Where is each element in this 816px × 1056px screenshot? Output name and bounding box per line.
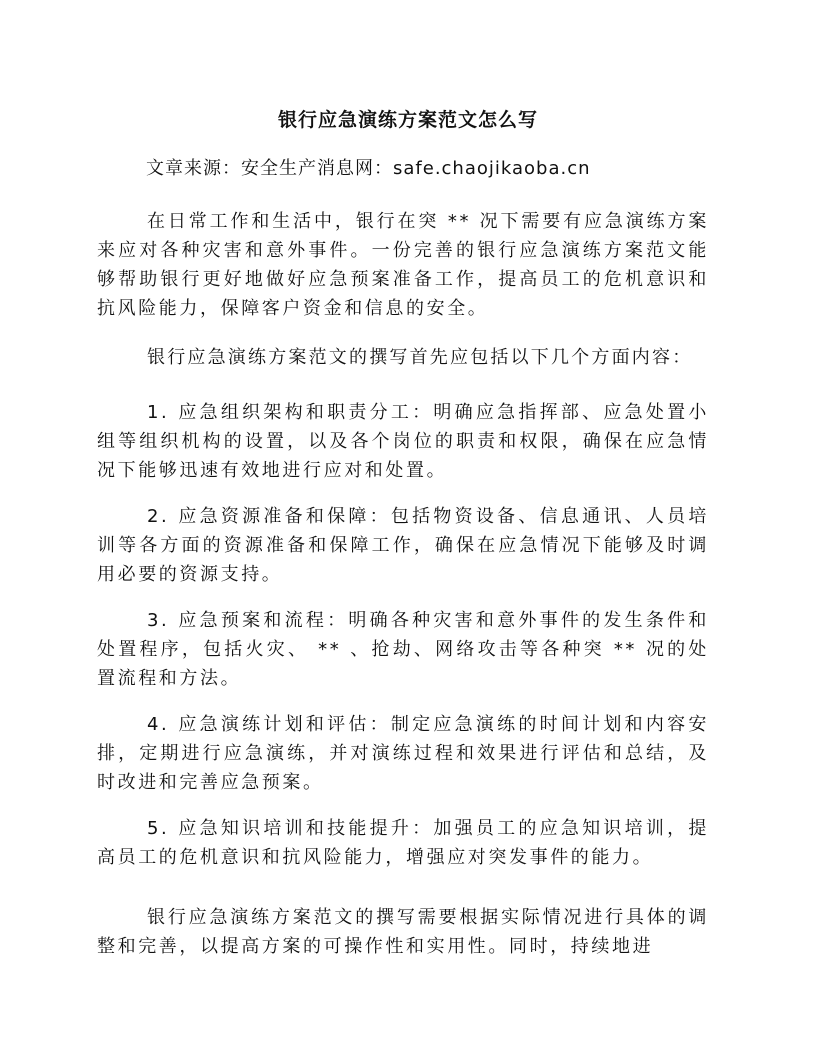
list-item-3: 3. 应急预案和流程：明确各种灾害和意外事件的发生条件和处置程序，包括火灾、 ** 、抢劫、网络攻击等各种突 ** 况的处置流程和方法。	[97, 610, 709, 689]
list-item-2: 2. 应急资源准备和保障：包括物资设备、信息通讯、人员培训等各方面的资源准备和保障工作，确保在应急情况下能够及时调用必要的资源支持。	[97, 506, 709, 585]
intro-paragraph: 在日常工作和生活中，银行在突 ** 况下需要有应急演练方案来应对各种灾害和意外事件。一份完善的银行应急演练方案范文能够帮助银行更好地做好应急预案准备工作，提高员工的危机意识和抗风险能力，保障客户资金和信息的安全。	[97, 211, 709, 319]
list-item-4: 4. 应急演练计划和评估：制定应急演练的时间计划和内容安排，定期进行应急演练，并对演练过程和效果进行评估和总结，及时改进和完善应急预案。	[97, 714, 709, 793]
content-lead-paragraph: 银行应急演练方案范文的撰写首先应包括以下几个方面内容：	[147, 347, 693, 368]
source-line: 文章来源：安全生产消息网：safe.chaojikaoba.cn	[146, 158, 591, 179]
closing-paragraph: 银行应急演练方案范文的撰写需要根据实际情况进行具体的调整和完善，以提高方案的可操作性和实用性。同时，持续地进	[97, 907, 709, 957]
list-item-1: 1. 应急组织架构和职责分工：明确应急指挥部、应急处置小组等组织机构的设置，以及各个岗位的职责和权限，确保在应急情况下能够迅速有效地进行应对和处置。	[97, 402, 709, 481]
list-item-5: 5. 应急知识培训和技能提升：加强员工的应急知识培训，提高员工的危机意识和抗风险能力，增强应对突发事件的能力。	[97, 818, 709, 868]
document-title: 银行应急演练方案范文怎么写	[277, 109, 538, 131]
